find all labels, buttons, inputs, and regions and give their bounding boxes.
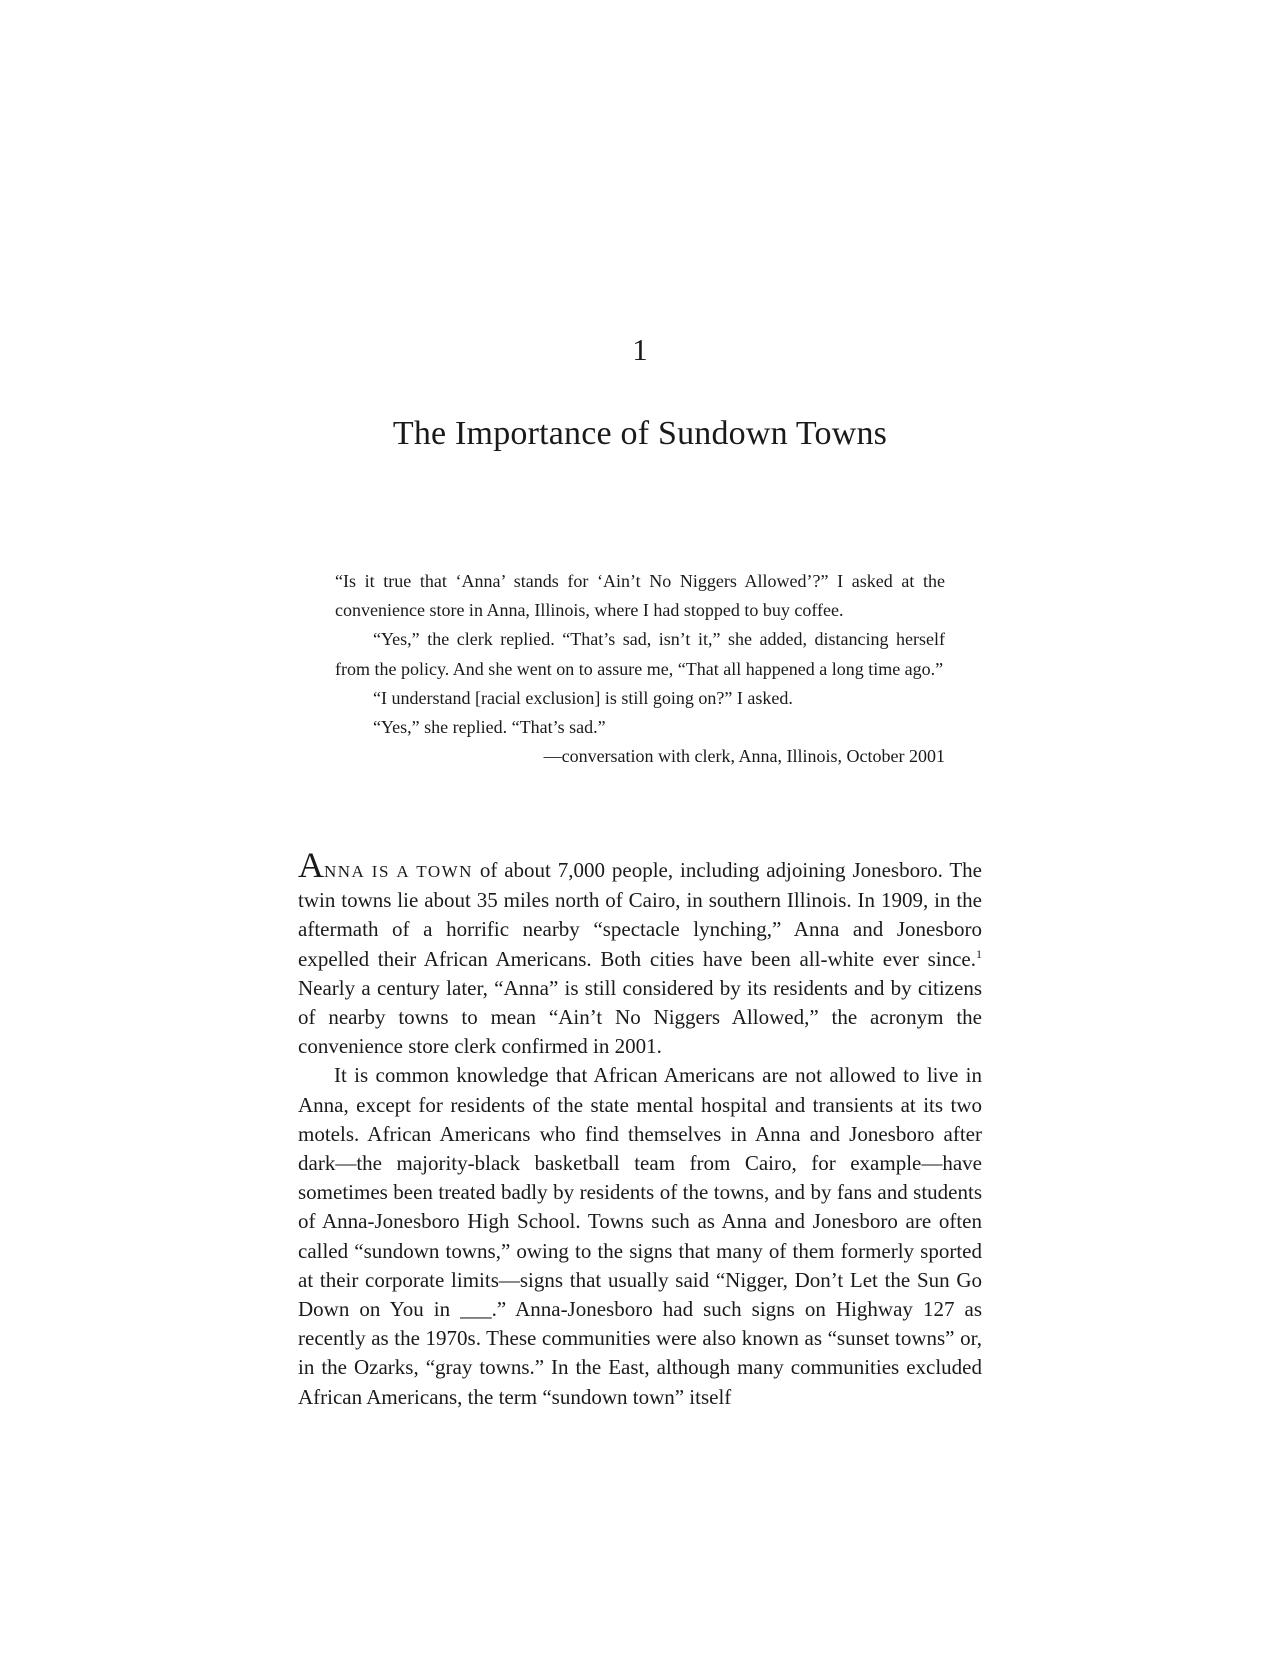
epigraph-paragraph: “Yes,” the clerk replied. “That’s sad, isn’t it,” she added, distancing herself from the policy. And she went on to assure me, “That all happened a long time ago.” [335,629,945,679]
opening-smallcaps: NNA IS A TOWN [324,862,473,881]
epigraph [335,567,945,771]
footnote-reference: 1 [976,946,982,961]
opening-initial: A [298,845,324,885]
chapter-number: 1 [632,332,648,367]
epigraph-paragraph: “Is it true that ‘Anna’ stands for ‘Ain’t No Niggers Allowed’?” I asked at the convenience store in Anna, Illinois, where I had stopped to buy coffee. [335,571,945,621]
epigraph-paragraph: “I understand [racial exclusion] is still going on?” I asked. [373,687,793,708]
epigraph-attribution: —conversation with clerk, Anna, Illinois, October 2001 [543,746,945,767]
chapter-title: The Importance of Sundown Towns [392,415,888,452]
body-text-run: of about 7,000 people, including adjoining Jonesboro. The twin towns lie about 35 miles north of Cairo, in southern Illinois. In 1909, in the aftermath of a horrific nearby “spectacle lynching,” Anna and Jonesboro expelled their African Americans. Both cities have been all-white ever since. [298,858,983,971]
body-paragraph: It is common knowledge that African Americans are not allowed to live in Anna, except for residents of the state mental hospital and transients at its two motels. African Americans who find themselves in Anna and Jonesboro after dark—the majority-black basketball team from Cairo, for example—have sometimes been treated badly by residents of the towns, and by fans and students of Anna-Jonesboro High School. Towns such as Anna and Jonesboro are often called “sundown towns,” owing to the signs that many of them formerly sported at their corporate limits—signs that usually said “Nigger, Don’t Let the Sun Go Down on You in ___.” Anna-Jonesboro had such signs on Highway 127 as recently as the 1970s. These communities were also known as “sunset towns” or, in the Ozarks, “gray towns.” In the East, although many communities excluded African Americans, the term “sundown town” itself [298,1063,982,1409]
body-text [298,845,983,1412]
body-text-run: Nearly a century later, “Anna” is still considered by its residents and by citizens of nearby towns to mean “Ain’t No Niggers Allowed,” the acronym the convenience store clerk confirmed in 2001. [298,975,982,1059]
epigraph-paragraph: “Yes,” she replied. “That’s sad.” [373,717,606,738]
body-paragraph [298,845,983,1061]
